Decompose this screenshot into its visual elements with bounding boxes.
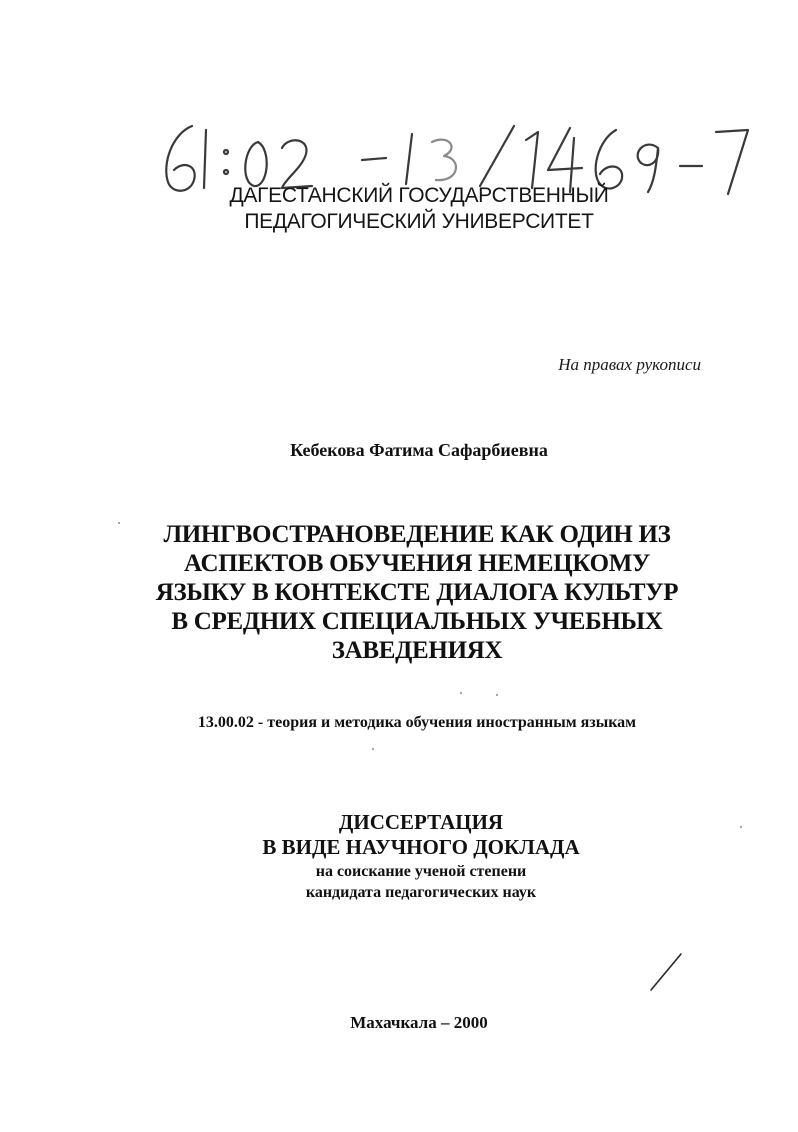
pen-stroke-mark [645,950,685,995]
dissertation-line-4: кандидата педагогических наук [305,884,537,901]
dissertation-line-1: ДИССЕРТАЦИЯ [338,810,504,834]
dissertation-line-3: на соискание ученой степени [315,863,527,880]
scan-speck [460,692,462,694]
specialty-code: 13.00.02 - теория и методика обучения иностранным языкам [197,714,637,731]
scan-speck [496,694,498,696]
dissertation-line-2: В ВИДЕ НАУЧНОГО ДОКЛАДА [262,835,580,859]
title-line: В СРЕДНИХ СПЕЦИАЛЬНЫХ УЧЕБНЫХ [171,608,663,635]
scan-speck [118,522,120,524]
dissertation-title [18,520,798,665]
scan-speck [740,826,742,828]
scan-speck [372,748,374,750]
city-year: Махачкала – 2000 [350,1013,488,1032]
university-name [20,183,798,235]
title-line: АСПЕКТОВ ОБУЧЕНИЯ НЕМЕЦКОМУ [183,550,651,577]
author-name: Кебекова Фатима Сафарбиевна [290,440,548,460]
university-line-2: ПЕДАГОГИЧЕСКИЙ УНИВЕРСИТЕТ [244,210,594,233]
manuscript-note: На правах рукописи [558,355,701,374]
university-line-1: ДАГЕСТАНСКИЙ ГОСУДАРСТВЕННЫЙ [229,184,609,207]
title-line: ЛИНГВОСТРАНОВЕДЕНИЕ КАК ОДИН ИЗ [163,521,671,548]
degree-description [22,861,798,903]
dissertation-heading [22,810,798,860]
title-line: ЯЗЫКУ В КОНТЕКСТЕ ДИАЛОГА КУЛЬТУР [155,579,679,606]
title-line: ЗАВЕДЕНИЯХ [331,637,503,664]
